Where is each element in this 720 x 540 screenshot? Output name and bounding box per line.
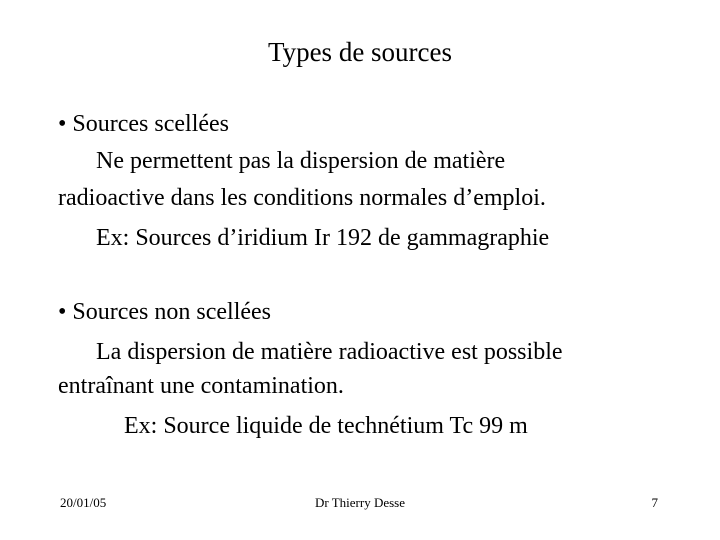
footer-page-number: 7 [651,495,658,510]
footer-date: 20/01/05 [60,495,107,510]
unsealed-sources-example: Ex: Source liquide de technétium Tc 99 m [124,413,528,439]
sealed-sources-desc-line2: radioactive dans les conditions normales d’emploi. [58,185,546,211]
sealed-sources-heading: • Sources scellées [58,111,230,137]
unsealed-sources-heading: • Sources non scellées [58,299,272,325]
slide-title: Types de sources [267,37,453,67]
unsealed-sources-desc-line2: entraînant une contamination. [58,373,344,399]
sealed-sources-example: Ex: Sources d’iridium Ir 192 de gammagraphie [96,225,550,251]
footer-author: Dr Thierry Desse [314,495,405,510]
sealed-sources-desc-line1: Ne permettent pas la dispersion de matière [96,148,506,174]
unsealed-sources-desc-line1: La dispersion de matière radioactive est possible [96,339,563,365]
